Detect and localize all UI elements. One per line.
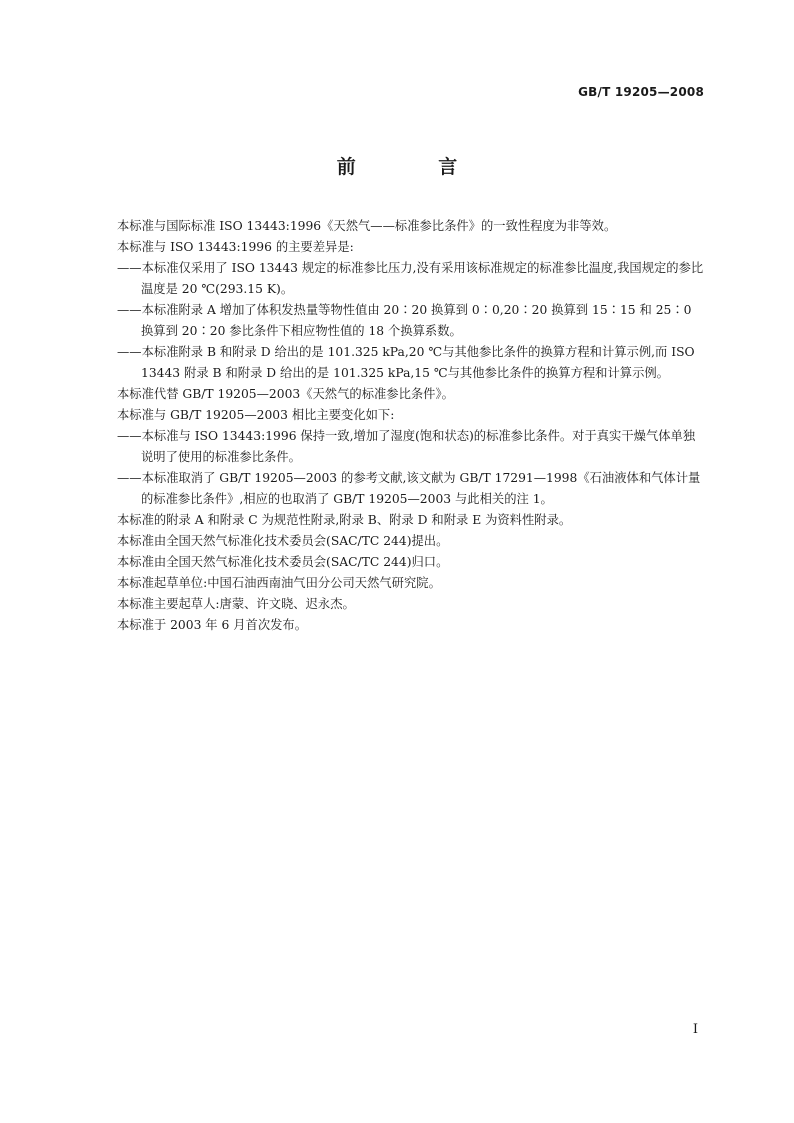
paragraph-replaces: 本标准代替 GB/T 19205—2003《天然气的标准参比条件》。 xyxy=(117,387,454,401)
paragraph-annexes: 本标准的附录 A 和附录 C 为规范性附录,附录 B、附录 D 和附录 E 为资料性附录。 xyxy=(117,513,572,527)
change-item-2: ——本标准取消了 GB/T 19205—2003 的参考文献,该文献为 GB/T 17291—1998《石油液体和气体计量的标准参比条件》,相应的也取消了 GB/T 19205—2003 与此相关的注 1。 xyxy=(117,471,701,506)
paragraph-drafting-unit: 本标准起草单位:中国石油西南油气田分公司天然气研究院。 xyxy=(117,576,441,590)
paragraph-drafters: 本标准主要起草人:唐蒙、许文晓、迟永杰。 xyxy=(117,597,355,611)
difference-item-2: ——本标准附录 A 增加了体积发热量等物性值由 20∶20 换算到 0∶0,20∶20 换算到 15∶15 和 25∶0 换算到 20∶20 参比条件下相应物性值的 18 个换算系数。 xyxy=(117,303,692,338)
foreword-body xyxy=(117,216,707,636)
change-item-1: ——本标准与 ISO 13443:1996 保持一致,增加了湿度(饱和状态)的标准参比条件。对于真实干燥气体单独说明了使用的标准参比条件。 xyxy=(117,429,696,464)
standard-code: GB/T 19205—2008 xyxy=(578,85,704,99)
page-title: 前 言 xyxy=(336,156,496,178)
paragraph-changes-intro: 本标准与 GB/T 19205—2003 相比主要变化如下: xyxy=(117,408,395,422)
paragraph-1: 本标准与国际标准 ISO 13443:1996《天然气——标准参比条件》的一致性程度为非等效。 xyxy=(117,219,617,233)
paragraph-proposed-by: 本标准由全国天然气标准化技术委员会(SAC/TC 244)提出。 xyxy=(117,534,449,548)
paragraph-first-issue: 本标准于 2003 年 6 月首次发布。 xyxy=(117,618,308,632)
page-number: I xyxy=(692,1022,698,1037)
paragraph-2: 本标准与 ISO 13443:1996 的主要差异是: xyxy=(117,240,354,254)
difference-item-3: ——本标准附录 B 和附录 D 给出的是 101.325 kPa,20 ℃与其他参比条件的换算方程和计算示例,而 ISO 13443 附录 B 和附录 D 给出的是 101.325 kPa,15 ℃与其他参比条件的换算方程和计算示例。 xyxy=(117,345,695,380)
paragraph-managed-by: 本标准由全国天然气标准化技术委员会(SAC/TC 244)归口。 xyxy=(117,555,449,569)
difference-item-1: ——本标准仅采用了 ISO 13443 规定的标准参比压力,没有采用该标准规定的标准参比温度,我国规定的参比温度是 20 ℃(293.15 K)。 xyxy=(117,261,704,296)
